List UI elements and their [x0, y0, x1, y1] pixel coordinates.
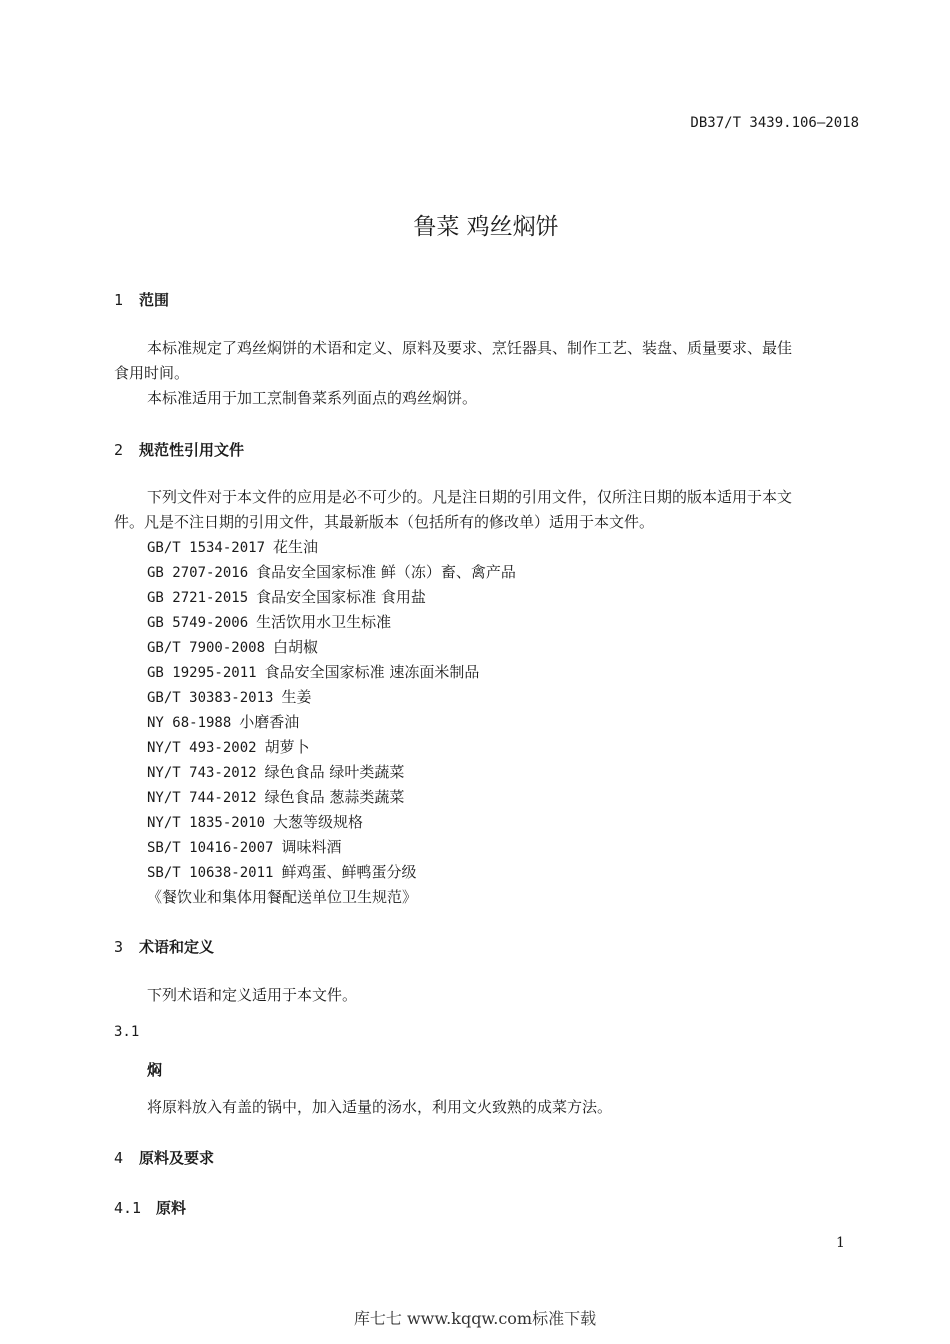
term-definition: 将原料放入有盖的锅中，加入适量的汤水，利用文火致熟的成菜方法。	[147, 1098, 613, 1116]
section-1-title: 范围	[139, 291, 170, 309]
reference-item	[147, 585, 516, 610]
reference-code: GB 19295-2011	[147, 665, 257, 681]
reference-item	[147, 735, 516, 760]
reference-title: 鲜鸡蛋、鲜鸭蛋分级	[281, 863, 417, 881]
reference-title: 白胡椒	[273, 638, 319, 656]
reference-code: SB/T 10638-2011	[147, 865, 274, 881]
reference-code: GB 2707-2016	[147, 565, 249, 581]
section-1-para-1-line-1: 本标准规定了鸡丝焖饼的术语和定义、原料及要求、烹饪器具、制作工艺、装盘、质量要求、最佳	[147, 339, 793, 357]
reference-item	[147, 860, 516, 885]
document-title: 鲁菜 鸡丝焖饼	[413, 214, 559, 240]
reference-title: 胡萝卜	[264, 738, 310, 756]
reference-title: 绿色食品 绿叶类蔬菜	[264, 763, 405, 781]
section-3-title: 术语和定义	[139, 938, 215, 956]
reference-title: 花生油	[273, 538, 319, 556]
section-1-number: 1	[114, 291, 124, 309]
section-2-intro-line-1: 下列文件对于本文件的应用是必不可少的。凡是注日期的引用文件，仅所注日期的版本适用于本文	[147, 488, 793, 506]
reference-title: 生姜	[281, 688, 312, 706]
section-2-intro-line-2: 件。凡是不注日期的引用文件，其最新版本（包括所有的修改单）适用于本文件。	[114, 513, 655, 531]
reference-item	[147, 610, 516, 635]
reference-title: 生活饮用水卫生标准	[256, 613, 392, 631]
reference-item	[147, 535, 516, 560]
reference-item	[147, 560, 516, 585]
section-3-number: 3	[114, 938, 124, 956]
reference-code: GB/T 30383-2013	[147, 690, 274, 706]
reference-code: GB 2721-2015	[147, 590, 249, 606]
section-3-heading	[114, 936, 214, 957]
term-name: 焖	[147, 1061, 163, 1079]
reference-code: NY/T 1835-2010	[147, 815, 266, 831]
section-4-heading	[114, 1147, 214, 1168]
reference-code: NY/T 493-2002	[147, 740, 257, 756]
reference-item-extra	[147, 885, 516, 910]
reference-title: 调味料酒	[281, 838, 342, 856]
subsection-4-1-title: 原料	[156, 1199, 187, 1217]
section-1-para-2: 本标准适用于加工烹制鲁菜系列面点的鸡丝焖饼。	[147, 389, 478, 407]
reference-title: 食品安全国家标准 鲜（冻）畜、禽产品	[256, 563, 516, 581]
reference-code: SB/T 10416-2007	[147, 840, 274, 856]
standard-number: DB37/T 3439.106—2018	[690, 115, 859, 131]
reference-title: 食品安全国家标准 速冻面米制品	[264, 663, 480, 681]
term-number: 3.1	[114, 1024, 140, 1040]
reference-title: 食品安全国家标准 食用盐	[256, 588, 426, 606]
reference-code: NY/T 743-2012	[147, 765, 257, 781]
reference-item	[147, 710, 516, 735]
section-2-heading	[114, 439, 244, 460]
reference-title: 《餐饮业和集体用餐配送单位卫生规范》	[147, 888, 418, 906]
reference-item	[147, 785, 516, 810]
subsection-4-1-number: 4.1	[114, 1199, 142, 1217]
section-4-title: 原料及要求	[139, 1149, 215, 1167]
reference-title: 大葱等级规格	[273, 813, 364, 831]
reference-code: GB/T 1534-2017	[147, 540, 266, 556]
section-3-intro: 下列术语和定义适用于本文件。	[147, 986, 358, 1004]
section-1-para-1-line-2: 食用时间。	[114, 364, 190, 382]
reference-code: NY 68-1988	[147, 715, 232, 731]
reference-item	[147, 635, 516, 660]
reference-list	[147, 535, 516, 910]
reference-item	[147, 685, 516, 710]
section-2-number: 2	[114, 441, 124, 459]
reference-item	[147, 660, 516, 685]
reference-code: NY/T 744-2012	[147, 790, 257, 806]
section-1-heading	[114, 289, 169, 310]
reference-item	[147, 810, 516, 835]
section-4-number: 4	[114, 1149, 124, 1167]
reference-title: 小磨香油	[239, 713, 300, 731]
reference-code: GB/T 7900-2008	[147, 640, 266, 656]
reference-item	[147, 760, 516, 785]
reference-code: GB 5749-2006	[147, 615, 249, 631]
page-number: 1	[836, 1235, 845, 1251]
section-2-title: 规范性引用文件	[139, 441, 245, 459]
subsection-4-1-heading	[114, 1197, 186, 1218]
reference-title: 绿色食品 葱蒜类蔬菜	[264, 788, 405, 806]
reference-item	[147, 835, 516, 860]
watermark: 库七七 www.kqqw.com标准下载	[353, 1309, 597, 1328]
